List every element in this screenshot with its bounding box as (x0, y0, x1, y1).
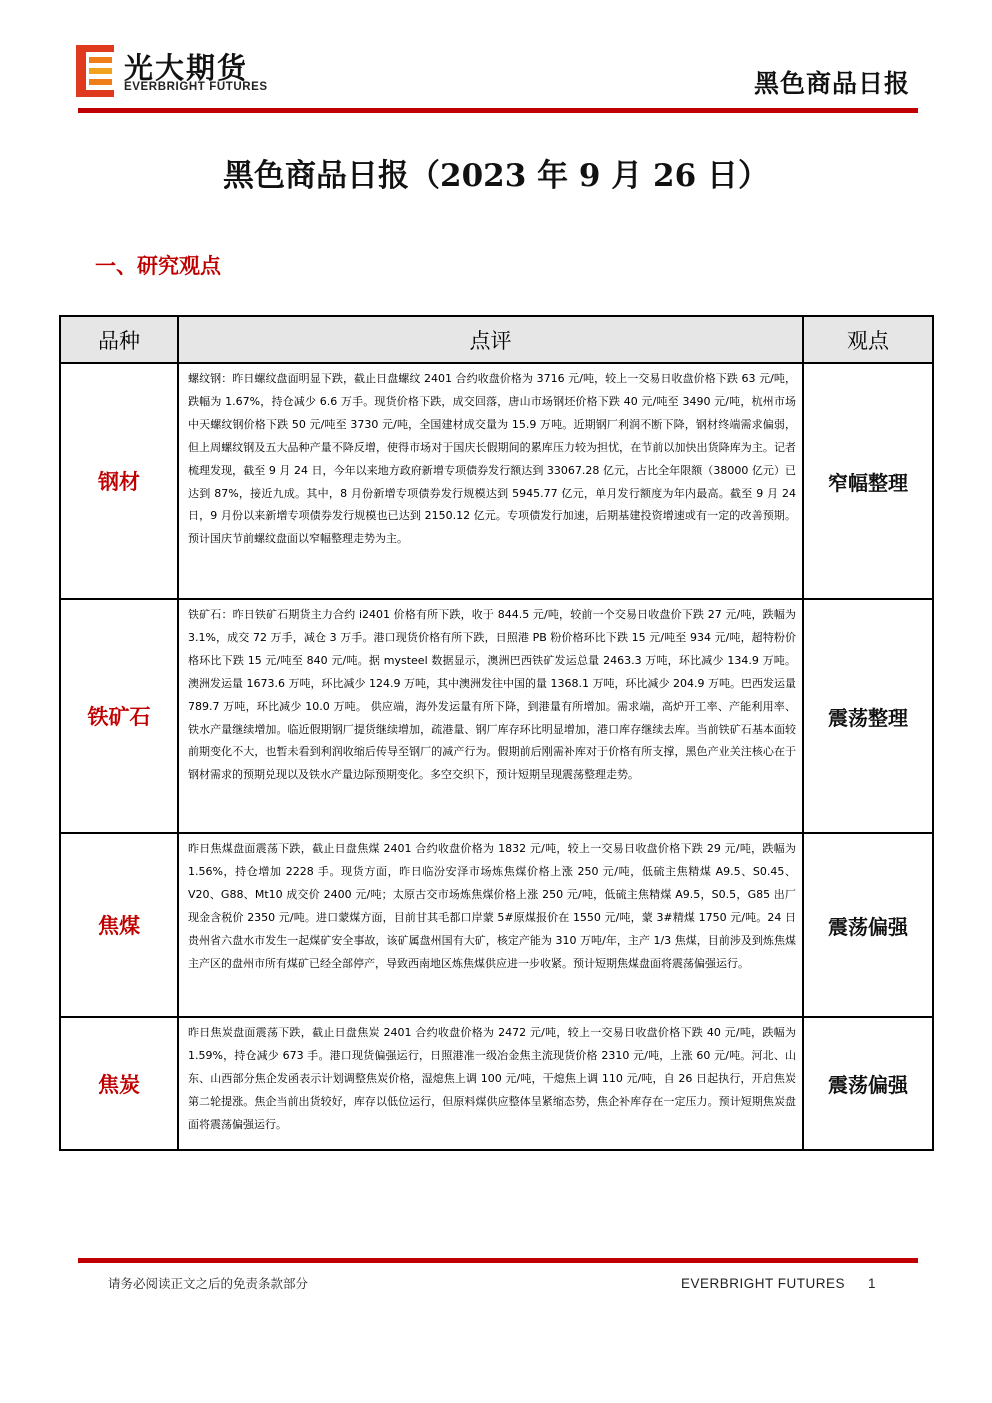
table-row-coking-coal (60, 833, 933, 1017)
table-header-row (60, 316, 933, 363)
variety-cell: 钢材 (60, 363, 178, 599)
comment-cell: 铁矿石：昨日铁矿石期货主力合约 i2401 价格有所下跌，收于 844.5 元/吨，较前一个交易日收盘价下跌 27 元/吨，跌幅为 3.1%，成交 72 万手，减仓 3 万手。港口现货价格有所下跌，日照港 PB 粉价格环比下跌 15 元/吨至 934 元/吨，超特粉价格环比下跌 15 元/吨至 840 元/吨。据 mysteel 数据显示，澳洲巴西铁矿发运总量 2463.3 万吨，环比减少 134.9 万吨。澳洲发运量 1673.6 万吨，环比减少 124.9 万吨，其中澳洲发往中国的量 1368.1 万吨，环比减少 204.9 万吨。巴西发运量 789.7 万吨，环比减少 10.0 万吨。 供应端，海外发运量有所下降，到港量有所增加。需求端，高炉开工率、产能利用率、铁水产量继续增加。临近假期钢厂提货继续增加，疏港量、钢厂库存环比明显增加，港口库存继续去库。当前铁矿石基本面较前期变化不大，也暂未看到利润收缩后传导至钢厂的减产行为。假期前后刚需补库对于价格有所支撑，黑色产业关注核心在于钢材需求的预期兑现以及铁水产量边际预期变化。多空交织下，预计短期呈现震荡整理走势。 (178, 599, 803, 833)
header-title: 黑色商品日报 (753, 69, 910, 98)
header-divider (78, 108, 918, 113)
header-variety: 品种 (60, 316, 178, 363)
view-cell: 震荡偏强 (803, 1017, 933, 1150)
comment-cell: 昨日焦煤盘面震荡下跌，截止日盘焦煤 2401 合约收盘价格为 1832 元/吨，较上一交易日收盘价格下跌 29 元/吨，跌幅为 1.56%，持仓增加 2228 手。现货方面，昨日临汾安泽市场炼焦煤价格上涨 250 元/吨，低硫主焦精煤 A9.5、S0.45、V20、G88、Mt10 成交价 2400 元/吨；太原古交市场炼焦煤价格上涨 250 元/吨，低硫主焦精煤 A9.5，S0.5，G85 出厂现金含税价 2350 元/吨。进口蒙煤方面，目前甘其毛都口岸蒙 5#原煤报价在 1550 元/吨，蒙 3#精煤 1750 元/吨。24 日贵州省六盘水市发生一起煤矿安全事故，该矿属盘州国有大矿，核定产能为 310 万吨/年，主产 1/3 焦煤，目前涉及到炼焦煤主产区的盘州市所有煤矿已经全部停产，导致西南地区炼焦煤供应进一步收紧。预计短期焦煤盘面将震荡偏强运行。 (178, 833, 803, 1017)
comment-cell: 昨日焦炭盘面震荡下跌，截止日盘焦炭 2401 合约收盘价格为 2472 元/吨，较上一交易日收盘价格下跌 40 元/吨，跌幅为 1.59%，持仓减少 673 手。港口现货偏强运行，日照港准一级冶金焦主流现货价格 2310 元/吨，上涨 60 元/吨。河北、山东、山西部分焦企发函表示计划调整焦炭价格，湿熄焦上调 100 元/吨，干熄焦上调 110 元/吨，自 26 日起执行，开启焦炭第二轮提涨。焦企当前出货较好，库存以低位运行，但原料煤供应整体呈紧缩态势，焦企补库存在一定压力。预计短期焦炭盘面将震荡偏强运行。 (178, 1017, 803, 1150)
table-row-steel (60, 363, 933, 599)
logo-chinese-name: 光大期货 (124, 51, 249, 85)
variety-cell: 焦煤 (60, 833, 178, 1017)
page-header (0, 0, 992, 120)
comment-cell: 螺纹钢：昨日螺纹盘面明显下跌，截止日盘螺纹 2401 合约收盘价格为 3716 元/吨，较上一交易日收盘价格下跌 63 元/吨，跌幅为 1.67%，持仓减少 6.6 万手。现货价格下跌，成交回落，唐山市场钢坯价格下跌 40 元/吨至 3490 元/吨，杭州市场中天螺纹钢价格下跌 50 元/吨至 3730 元/吨，全国建材成交量为 15.9 万吨。近期钢厂利润不断下降，钢材终端需求偏弱，但上周螺纹钢及五大品种产量不降反增，使得市场对于国庆长假期间的累库压力较为担忧，在节前以加快出货降库为主。记者梳理发现，截至 9 月 24 日，今年以来地方政府新增专项债券发行额达到 33067.28 亿元，占比全年限额（38000 亿元）已达到 87%，接近九成。其中，8 月份新增专项债券发行规模达到 5945.77 亿元，单月发行额度为年内最高。截至 9 月 24 日，9 月份以来新增专项债券发行规模也已达到 2150.12 亿元。专项债发行加速，后期基建投资增速或有一定的改善预期。预计国庆节前螺纹盘面以窄幅整理走势为主。 (178, 363, 803, 599)
variety-cell: 铁矿石 (60, 599, 178, 833)
everbright-logo-icon (76, 45, 114, 97)
view-cell: 窄幅整理 (803, 363, 933, 599)
table-row-coke (60, 1017, 933, 1150)
footer-divider (78, 1258, 918, 1263)
header-comment: 点评 (178, 316, 803, 363)
research-table (59, 315, 934, 1151)
section-title: 一、研究观点 (95, 253, 221, 278)
footer-company: EVERBRIGHT FUTURES (681, 1276, 846, 1291)
view-cell: 震荡偏强 (803, 833, 933, 1017)
page-number: 1 (868, 1276, 876, 1291)
header-view: 观点 (803, 316, 933, 363)
report-title: 黑色商品日报（2023 年 9 月 26 日） (223, 158, 769, 194)
variety-cell: 焦炭 (60, 1017, 178, 1150)
logo-english-name: EVERBRIGHT FUTURES (124, 81, 268, 93)
footer-disclaimer: 请务必阅读正文之后的免责条款部分 (108, 1276, 309, 1291)
view-cell: 震荡整理 (803, 599, 933, 833)
table-row-iron-ore (60, 599, 933, 833)
